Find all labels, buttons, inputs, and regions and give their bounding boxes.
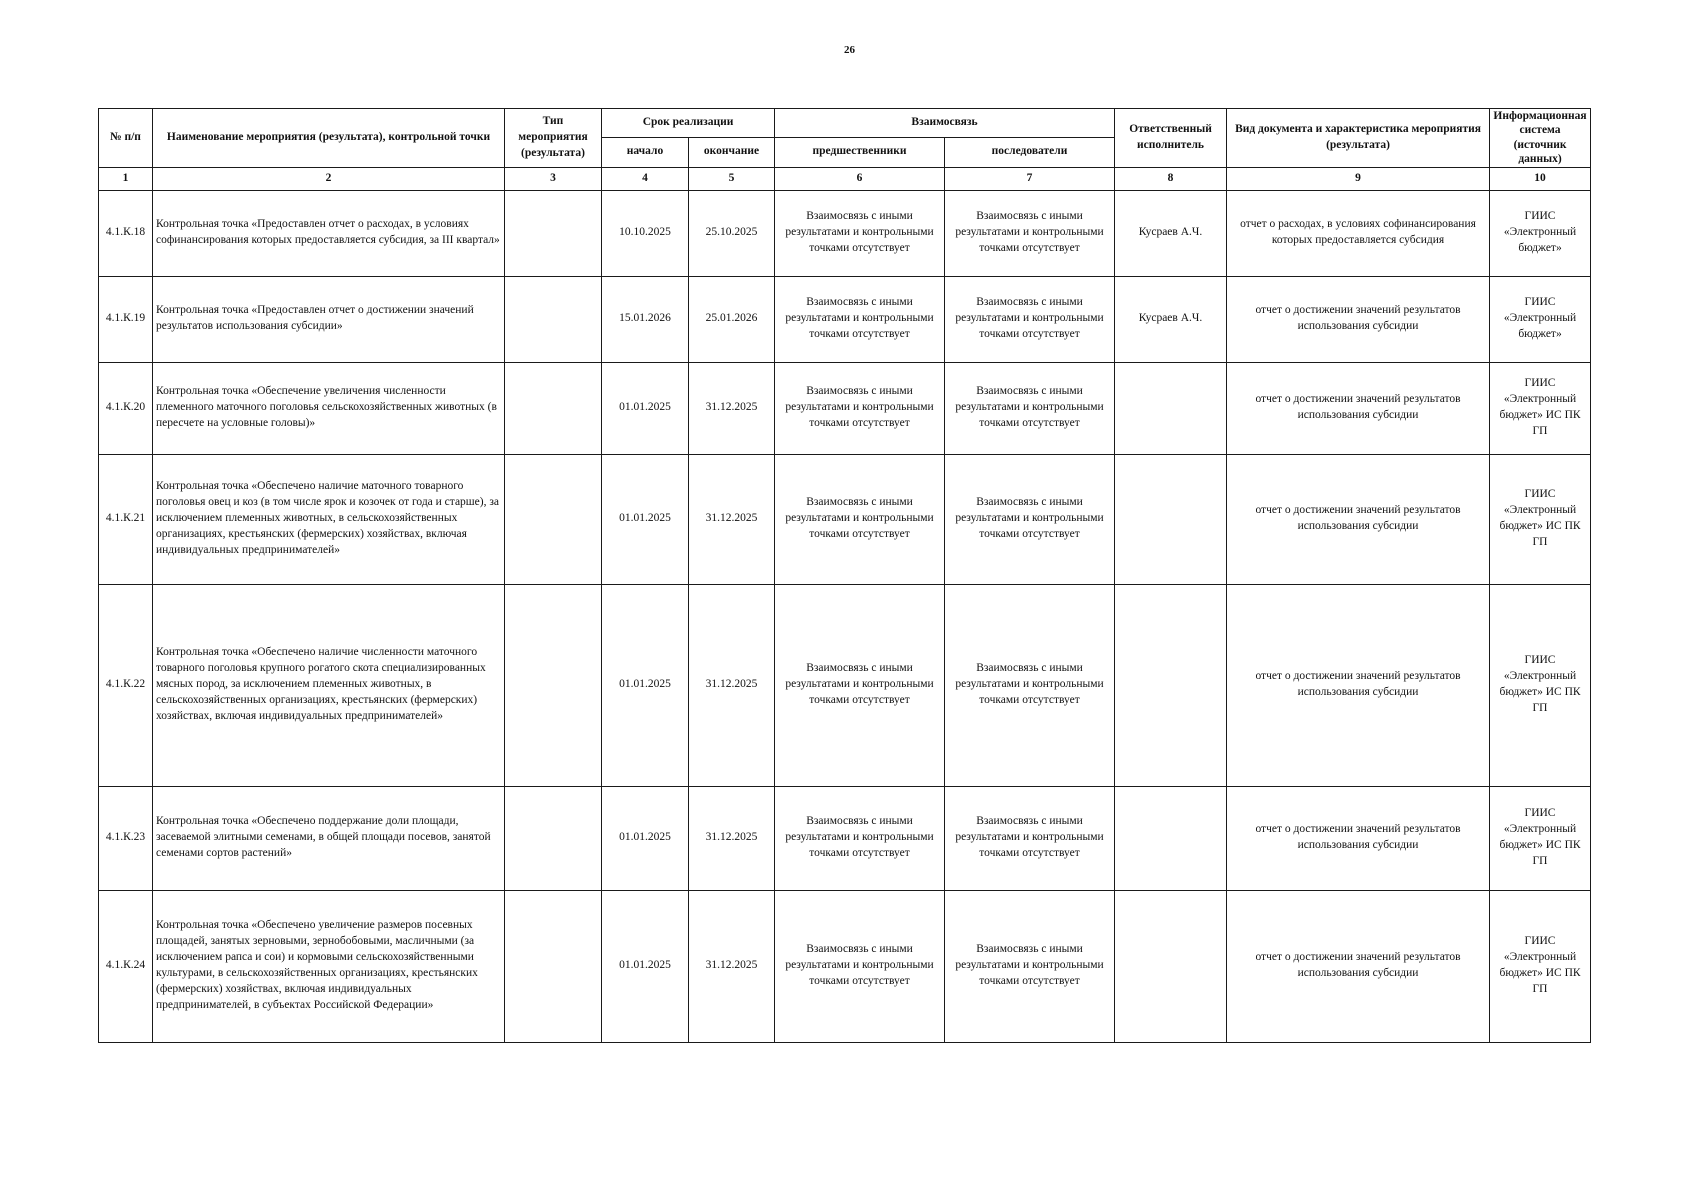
row-number: 4.1.К.22 (99, 584, 153, 786)
table-row (99, 190, 1591, 276)
row-successors: Взаимосвязь с иными результатами и контрольными точками отсутствует (945, 276, 1115, 362)
column-numbers-row (99, 167, 1591, 190)
header-responsible: Ответственный исполнитель (1115, 109, 1227, 168)
row-responsible: Кусраев А.Ч. (1115, 276, 1227, 362)
column-number: 2 (153, 167, 505, 190)
row-info-system: ГИИС «Электронный бюджет» ИС ПК ГП (1490, 584, 1591, 786)
row-successors: Взаимосвязь с иными результатами и контрольными точками отсутствует (945, 786, 1115, 890)
table-row (99, 362, 1591, 454)
row-successors: Взаимосвязь с иными результатами и контрольными точками отсутствует (945, 190, 1115, 276)
header-term: Срок реализации (602, 109, 775, 138)
row-predecessors: Взаимосвязь с иными результатами и контрольными точками отсутствует (775, 454, 945, 584)
row-name: Контрольная точка «Предоставлен отчет о достижении значений результатов использования субсидии» (153, 276, 505, 362)
table-row (99, 584, 1591, 786)
row-doc-kind: отчет о достижении значений результатов использования субсидии (1227, 786, 1490, 890)
header-row (99, 109, 1591, 138)
column-number: 7 (945, 167, 1115, 190)
row-doc-kind: отчет о достижении значений результатов использования субсидии (1227, 276, 1490, 362)
row-start-date: 01.01.2025 (602, 454, 689, 584)
row-name: Контрольная точка «Предоставлен отчет о расходах, в условиях софинансирования которых предоставляется субсидия, за III квартал» (153, 190, 505, 276)
row-responsible: Кусраев А.Ч. (1115, 190, 1227, 276)
row-start-date: 01.01.2025 (602, 584, 689, 786)
row-successors: Взаимосвязь с иными результатами и контрольными точками отсутствует (945, 362, 1115, 454)
row-number: 4.1.К.21 (99, 454, 153, 584)
row-predecessors: Взаимосвязь с иными результатами и контрольными точками отсутствует (775, 190, 945, 276)
header-info-system: Информационная система (источник данных) (1490, 109, 1591, 168)
row-doc-kind: отчет о достижении значений результатов использования субсидии (1227, 890, 1490, 1042)
row-name: Контрольная точка «Обеспечено наличие маточного товарного поголовья овец и коз (в том числе ярок и козочек от года и старше), за исключением племенных животных, в сельскохозяйственных организациях, крестьянских (фермерских) хозяйствах, включая индивидуальных предпринимателей» (153, 454, 505, 584)
row-doc-kind: отчет о достижении значений результатов использования субсидии (1227, 362, 1490, 454)
column-number: 6 (775, 167, 945, 190)
header-doc-kind: Вид документа и характеристика мероприятия (результата) (1227, 109, 1490, 168)
row-type (505, 890, 602, 1042)
row-name: Контрольная точка «Обеспечено наличие численности маточного товарного поголовья крупного рогатого скота специализированных мясных пород, за исключением племенных животных, в сельскохозяйственных организациях, крестьянских (фермерских) хозяйствах, включая индивидуальных предпринимателей» (153, 584, 505, 786)
row-number: 4.1.К.23 (99, 786, 153, 890)
row-type (505, 190, 602, 276)
row-start-date: 15.01.2026 (602, 276, 689, 362)
row-doc-kind: отчет о достижении значений результатов использования субсидии (1227, 584, 1490, 786)
row-predecessors: Взаимосвязь с иными результатами и контрольными точками отсутствует (775, 584, 945, 786)
row-responsible (1115, 454, 1227, 584)
row-doc-kind: отчет о достижении значений результатов использования субсидии (1227, 454, 1490, 584)
row-responsible (1115, 584, 1227, 786)
row-start-date: 10.10.2025 (602, 190, 689, 276)
row-name: Контрольная точка «Обеспечено увеличение размеров посевных площадей, занятых зерновыми, зернобобовыми, масличными (за исключением рапса и сои) и кормовыми сельскохозяйственными культурами, в сельскохозяйственных организациях, крестьянских (фермерских) хозяйствах, включая индивидуальных предпринимателей, в субъектах Российской Федерации» (153, 890, 505, 1042)
row-type (505, 786, 602, 890)
row-type (505, 584, 602, 786)
row-end-date: 25.01.2026 (689, 276, 775, 362)
row-end-date: 31.12.2025 (689, 890, 775, 1042)
header-num: № п/п (99, 109, 153, 168)
column-number: 4 (602, 167, 689, 190)
row-predecessors: Взаимосвязь с иными результатами и контрольными точками отсутствует (775, 362, 945, 454)
row-start-date: 01.01.2025 (602, 786, 689, 890)
row-successors: Взаимосвязь с иными результатами и контрольными точками отсутствует (945, 890, 1115, 1042)
column-number: 3 (505, 167, 602, 190)
column-number: 1 (99, 167, 153, 190)
row-type (505, 276, 602, 362)
table-row (99, 454, 1591, 584)
row-info-system: ГИИС «Электронный бюджет» ИС ПК ГП (1490, 454, 1591, 584)
header-term-start: начало (602, 138, 689, 167)
row-responsible (1115, 890, 1227, 1042)
row-start-date: 01.01.2025 (602, 890, 689, 1042)
row-number: 4.1.К.18 (99, 190, 153, 276)
row-end-date: 31.12.2025 (689, 786, 775, 890)
row-number: 4.1.К.19 (99, 276, 153, 362)
header-relation: Взаимосвязь (775, 109, 1115, 138)
row-end-date: 31.12.2025 (689, 454, 775, 584)
row-type (505, 362, 602, 454)
header-term-end: окончание (689, 138, 775, 167)
row-end-date: 31.12.2025 (689, 584, 775, 786)
table-row (99, 786, 1591, 890)
row-info-system: ГИИС «Электронный бюджет» (1490, 276, 1591, 362)
row-responsible (1115, 362, 1227, 454)
row-number: 4.1.К.20 (99, 362, 153, 454)
row-name: Контрольная точка «Обеспечение увеличения численности племенного маточного поголовья сельскохозяйственных животных (в пересчете на условные головы)» (153, 362, 505, 454)
header-name: Наименование мероприятия (результата), контрольной точки (153, 109, 505, 168)
row-predecessors: Взаимосвязь с иными результатами и контрольными точками отсутствует (775, 786, 945, 890)
row-successors: Взаимосвязь с иными результатами и контрольными точками отсутствует (945, 584, 1115, 786)
column-number: 5 (689, 167, 775, 190)
row-info-system: ГИИС «Электронный бюджет» ИС ПК ГП (1490, 890, 1591, 1042)
column-number: 8 (1115, 167, 1227, 190)
header-type: Тип мероприятия (результата) (505, 109, 602, 168)
row-start-date: 01.01.2025 (602, 362, 689, 454)
table-row (99, 890, 1591, 1042)
row-number: 4.1.К.24 (99, 890, 153, 1042)
page-number: 26 (844, 44, 855, 56)
row-responsible (1115, 786, 1227, 890)
row-predecessors: Взаимосвязь с иными результатами и контрольными точками отсутствует (775, 276, 945, 362)
row-name: Контрольная точка «Обеспечено поддержание доли площади, засеваемой элитными семенами, в общей площади посевов, занятой семенами сортов растений» (153, 786, 505, 890)
header-successors: последователи (945, 138, 1115, 167)
row-doc-kind: отчет о расходах, в условиях софинансирования которых предоставляется субсидия (1227, 190, 1490, 276)
row-info-system: ГИИС «Электронный бюджет» ИС ПК ГП (1490, 362, 1591, 454)
row-end-date: 31.12.2025 (689, 362, 775, 454)
column-number: 9 (1227, 167, 1490, 190)
row-successors: Взаимосвязь с иными результатами и контрольными точками отсутствует (945, 454, 1115, 584)
header-predecessors: предшественники (775, 138, 945, 167)
column-number: 10 (1490, 167, 1591, 190)
row-info-system: ГИИС «Электронный бюджет» (1490, 190, 1591, 276)
table-row (99, 276, 1591, 362)
control-points-table (98, 108, 1591, 1043)
row-type (505, 454, 602, 584)
row-info-system: ГИИС «Электронный бюджет» ИС ПК ГП (1490, 786, 1591, 890)
row-predecessors: Взаимосвязь с иными результатами и контрольными точками отсутствует (775, 890, 945, 1042)
row-end-date: 25.10.2025 (689, 190, 775, 276)
